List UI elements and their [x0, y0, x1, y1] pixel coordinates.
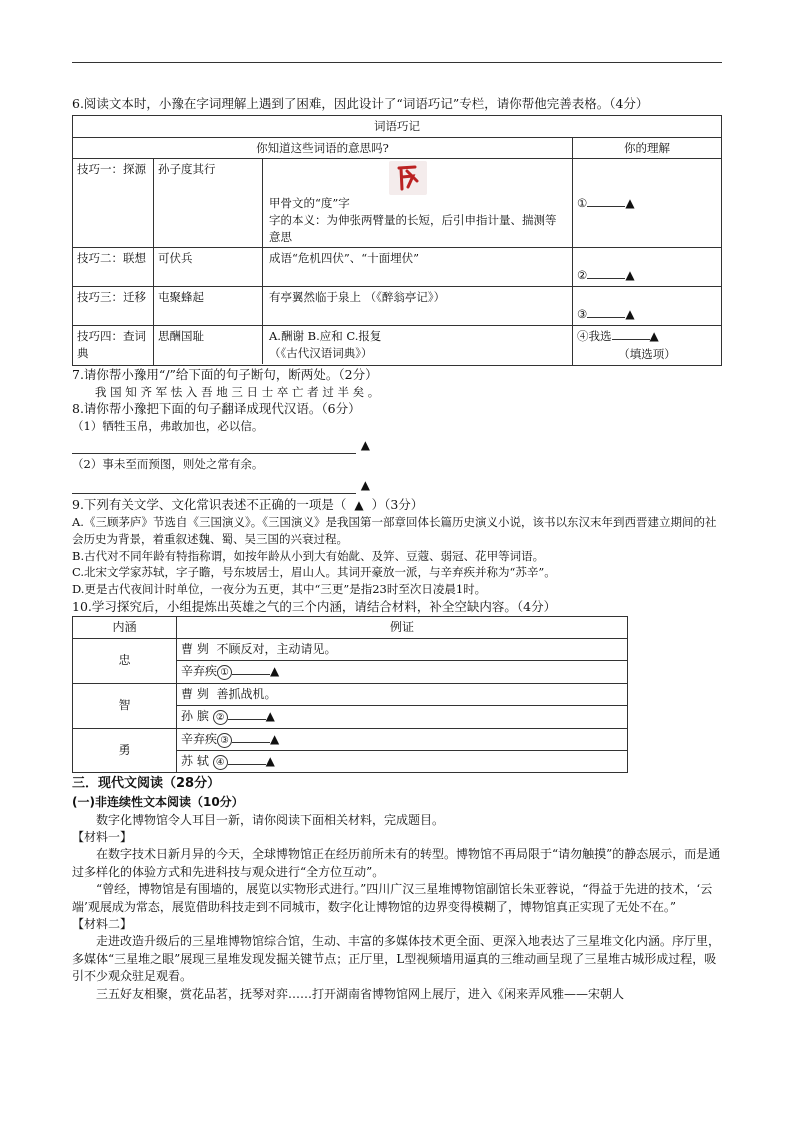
q10-text: 不顾反对，主动请见。	[216, 642, 337, 657]
triangle-icon: ▲	[270, 664, 280, 679]
triangle-icon: ▲	[625, 268, 635, 283]
q6-stem: 6.阅读文本时，小豫在字词理解上遇到了困难，因此设计了“词语巧记”专栏，请你帮他完善表格。（4分）	[72, 96, 649, 111]
section3-intro: 数字化博物馆令人耳目一新，请你阅读下面相关材料，完成题目。	[96, 812, 445, 827]
q10-name: 辛弃疾	[181, 664, 218, 679]
q10-blank-2[interactable]	[228, 708, 266, 720]
triangle-icon: ▲	[265, 709, 275, 724]
document-page	[72, 95, 722, 1003]
q6-answer-num-3: ③	[577, 307, 588, 322]
q10-num: ③	[217, 733, 232, 748]
q10-name: 曹 刿	[181, 686, 209, 701]
triangle-icon: ▲	[354, 497, 364, 512]
material-1-p2: “曾经，博物馆是有围墙的，展览以实物形式进行。”四川广汉三星堆博物馆副馆长朱亚蓉说，“得益于先进的技术，‘云端’观展成为常态，展览借助科技走到不同城市，数字化让博物馆的边界变得模糊了，博物馆真正实现了无处不在。”	[72, 882, 713, 914]
q8-stem: 8.请你帮小豫把下面的句子翻译成现代汉语。（6分）	[72, 401, 361, 417]
q10-name: 孙 膑	[181, 709, 209, 724]
q6-answer-num-4: ④	[577, 329, 589, 344]
q6-word-1: 孙子度其行	[158, 162, 216, 177]
q10-label-loyal: 忠	[73, 639, 177, 684]
q9-option-a: A.《三顾茅庐》节选自《三国演义》。《三国演义》是我国第一部章回体长篇历史演义小说，该书以东汉末年到西晋建立期间的社会历史为背景，着重叙述魏、蜀、吴三国的兴衰过程。	[72, 515, 717, 546]
q6-word-2: 可伏兵	[158, 251, 193, 266]
q10-num: ②	[213, 710, 228, 725]
q6-desc-1a: 甲骨文的“度”字	[269, 196, 350, 211]
q8-answer-line-2[interactable]	[72, 475, 370, 494]
material-2-p4: 三五好友相聚，赏花品茗，抚琴对弈……打开湖南省博物馆网上展厅，进入《闲来弄风雅——宋朝人	[96, 986, 625, 1001]
q9-stem-end: ）（3分）	[371, 496, 424, 512]
q10-col-1: 内涵	[73, 616, 177, 638]
q6-table-title: 词语巧记	[73, 116, 722, 138]
material-2-label: 【材料二】	[72, 917, 133, 931]
q6-tip-1: 技巧一：探源	[73, 159, 154, 248]
q6-desc-2: 成语“危机四伏”、“十面埋伏”	[262, 248, 572, 286]
q6-answer-blank-1[interactable]	[587, 195, 625, 207]
q6-word-4: 思酬国耻	[158, 329, 204, 344]
triangle-icon: ▲	[360, 477, 370, 492]
q10-stem: 10.学习探究后，小组提炼出英雄之气的三个内涵，请结合材料，补全空缺内容。（4分）	[72, 598, 557, 614]
q8-s2: （2）事未至而预图，则处之常有余。	[72, 457, 264, 472]
q9-option-c: C.北宋文学家苏轼，字子瞻，号东坡居士，眉山人。其词开豪放一派，与辛弃疾并称为“苏辛”。	[72, 565, 556, 580]
q10-blank-4[interactable]	[228, 753, 266, 765]
q10-label-brave: 勇	[73, 728, 177, 773]
triangle-icon: ▲	[649, 329, 659, 344]
q9-option-d: D.更是古代夜间计时单位，一夜分为五更，其中“三更”是指23时至次日凌晨1时。	[72, 581, 487, 596]
q7-sentence: 我 国 知 齐 军 怯 入 吾 地 三 日 士 卒 亡 者 过 半 矣 。	[95, 384, 380, 399]
q10-blank-3[interactable]	[232, 731, 270, 743]
q10-num: ①	[217, 665, 232, 680]
q6-table	[72, 115, 722, 365]
q6-tip-3: 技巧三：迁移	[73, 287, 154, 326]
q10-blank-1[interactable]	[232, 663, 270, 675]
q10-name: 辛弃疾	[181, 731, 218, 746]
oracle-bone-glyph-image	[389, 161, 427, 195]
q6-desc-4a: A.酬谢 B.应和 C.报复	[269, 329, 382, 344]
q6-pick-label: 我选	[588, 329, 612, 344]
triangle-icon: ▲	[360, 438, 370, 453]
q6-col-right: 你的理解	[573, 137, 722, 159]
q10-num: ④	[213, 755, 228, 770]
material-2-p3: 走进改造升级后的三星堆博物馆综合馆，生动、丰富的多媒体技术更全面、更深入地表达了三星堆文化内涵。序厅里，多媒体“三星堆之眼”展现三星堆发现发掘关键节点；正厅里，L型视频墙用逼真的三维动画呈现了三星堆古城形成过程，吸引不少观众驻足观看。	[72, 934, 721, 984]
q6-pick-note: （填选项）	[618, 346, 676, 361]
q9-stem: 9.下列有关文学、文化常识表述不正确的一项是（	[72, 496, 347, 512]
q8-answer-line-1[interactable]	[72, 435, 370, 454]
q10-col-2: 例证	[177, 616, 628, 638]
q6-desc-3: 有亭翼然临于泉上 （《醉翁亭记》）	[262, 287, 572, 325]
triangle-icon: ▲	[265, 754, 275, 769]
section3-title: 三．现代文阅读（28分）	[72, 776, 221, 792]
q6-answer-blank-3[interactable]	[587, 306, 625, 318]
q6-desc-1b: 字的本义：为伸张两臂量的长短，后引申指计量、揣测等意思	[269, 213, 557, 244]
header-rule	[72, 62, 722, 63]
q10-table	[72, 616, 628, 774]
q10-label-wise: 智	[73, 683, 177, 728]
q10-name: 苏 轼	[181, 754, 209, 769]
q6-answer-blank-4[interactable]	[612, 328, 650, 340]
q6-answer-blank-2[interactable]	[587, 267, 625, 279]
q6-col-left: 你知道这些词语的意思吗?	[73, 137, 573, 159]
q6-answer-num-2: ②	[577, 268, 588, 283]
q6-desc-4b: （《古代汉语词典》）	[269, 346, 373, 361]
q6-word-3: 屯聚蜂起	[158, 290, 204, 305]
q6-tip-2: 技巧二：联想	[73, 248, 154, 287]
q10-text: 善抓战机。	[216, 686, 277, 701]
triangle-icon: ▲	[625, 195, 635, 210]
q10-name: 曹 刿	[181, 642, 209, 657]
q8-s1: （1）牺牲玉帛，弗敢加也，必以信。	[72, 419, 264, 434]
q7-stem: 7.请你帮小豫用“/”给下面的句子断句，断两处。（2分）	[72, 366, 378, 382]
triangle-icon: ▲	[270, 731, 280, 746]
q9-option-b: B.古代对不同年龄有特指称谓，如按年龄从小到大有始龀、及笄、豆蔻、弱冠、花甲等词语。	[72, 548, 545, 563]
material-1-p1: 在数字技术日新月异的今天，全球博物馆正在经历前所未有的转型。博物馆不再局限于“请勿触摸”的静态展示，而是通过多样化的体验方式和先进科技与观众进行“全方位互动”。	[72, 847, 721, 879]
q6-tip-4: 技巧四：查词典	[73, 326, 154, 365]
q6-answer-num-1: ①	[577, 195, 588, 210]
triangle-icon: ▲	[625, 307, 635, 322]
material-1-label: 【材料一】	[72, 830, 133, 845]
section3-subtitle: (一)非连续性文本阅读（10分）	[72, 795, 244, 810]
